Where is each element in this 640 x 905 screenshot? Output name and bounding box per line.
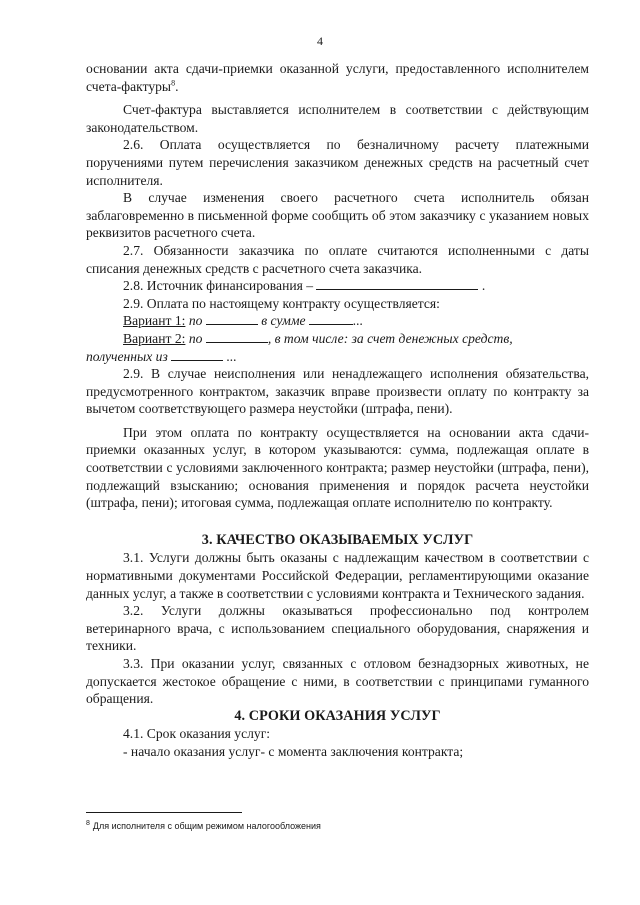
footnote-mark: 8 <box>86 820 90 827</box>
variant-2-label: Вариант 2: <box>123 330 186 346</box>
paragraph-3-3: 3.3. При оказании услуг, связанных с отловом безнадзорных животных, не допускается жестокое обращение с ними, в соответствии с принципами гуманного обращения. <box>86 656 589 707</box>
variant-1-label: Вариант 1: <box>123 313 186 329</box>
footnote-divider <box>86 812 242 813</box>
paragraph-2-8: 2.8. Источник финансирования – . <box>123 278 486 294</box>
variant-1: Вариант 1: по в сумме ... <box>123 313 364 329</box>
paragraph-basis: основании акта сдачи-приемки оказанной услуги, предоставленного исполнителем счета-фактуры$^8$. <box>86 61 589 94</box>
footnote <box>86 820 321 831</box>
variant-2-continued: полученных из ... <box>86 348 237 364</box>
paragraph-start-date: - начало оказания услуг- с момента заключения контракта; <box>123 743 464 759</box>
paragraph-2-9-penalty: 2.9. В случае неисполнения или ненадлежащего исполнения обязательства, предусмотренного контрактом, заказчик вправе произвести оплату по контракту за вычетом соответствующего размера неустойки (штрафа, пени). <box>86 366 589 417</box>
paragraph-payment-basis: При этом оплата по контракту осуществляется на основании акта сдачи-приемки оказанных услуг, в котором указываются: сумма, подлежащая оплате в соответствии с условиями заключенного контракта; размер неустойки (штрафа, пени), подлежащий взысканию; основания применения и порядок расчета неустойки (штрафа, пени); итоговая сумма, подлежащая оплате исполнителю по контракту. <box>86 424 589 511</box>
paragraph-2-9: 2.9. Оплата по настоящему контракту осуществляется: <box>123 295 440 311</box>
variant-2-blank <box>206 330 268 343</box>
footnote-text: Для исполнителя с общим режимом налогообложения <box>92 821 321 831</box>
paragraph-4-1: 4.1. Срок оказания услуг: <box>123 726 271 742</box>
section-4-title: 4. СРОКИ ОКАЗАНИЯ УСЛУГ <box>234 707 441 724</box>
paragraph-3-2: 3.2. Услуги должны оказываться профессионально под контролем ветеринарного врача, с использованием специального оборудования, снаряжения и техники. <box>86 603 589 654</box>
paragraph-account-change: В случае изменения своего расчетного счета исполнитель обязан заблаговременно в письменной форме сообщить об этом заказчику с указанием новых реквизитов расчетного счета. <box>86 190 589 241</box>
paragraph-2-7: 2.7. Обязанности заказчика по оплате считаются исполненными с даты списания денежных средств с расчетного счета заказчика. <box>86 242 589 276</box>
document-body <box>86 60 589 761</box>
variant-1-sum-blank <box>309 312 353 325</box>
paragraph-3-1: 3.1. Услуги должны быть оказаны с надлежащим качеством в соответствии с нормативными документами Российской Федерации, регламентирующими оказание данных услуг, а также в соответствии с условиями контракта и Технического задания. <box>86 550 589 601</box>
page-number: 4 <box>317 34 323 48</box>
funding-source-blank <box>316 277 478 290</box>
variant-1-blank <box>206 312 258 325</box>
paragraph-2-6: 2.6. Оплата осуществляется по безналичному расчету платежными поручениями путем перечисления заказчиком денежных средств на расчетный счет исполнителя. <box>86 137 589 188</box>
variant-2: Вариант 2: по , в том числе: за счет денежных средств, <box>123 330 513 346</box>
footnote-ref: 8 <box>171 78 176 88</box>
paragraph-invoice: Счет-фактура выставляется исполнителем в соответствии с действующим законодательством. <box>86 102 589 135</box>
variant-2-source-blank <box>171 348 223 361</box>
section-3-title: 3. КАЧЕСТВО ОКАЗЫВАЕМЫХ УСЛУГ <box>201 531 474 548</box>
